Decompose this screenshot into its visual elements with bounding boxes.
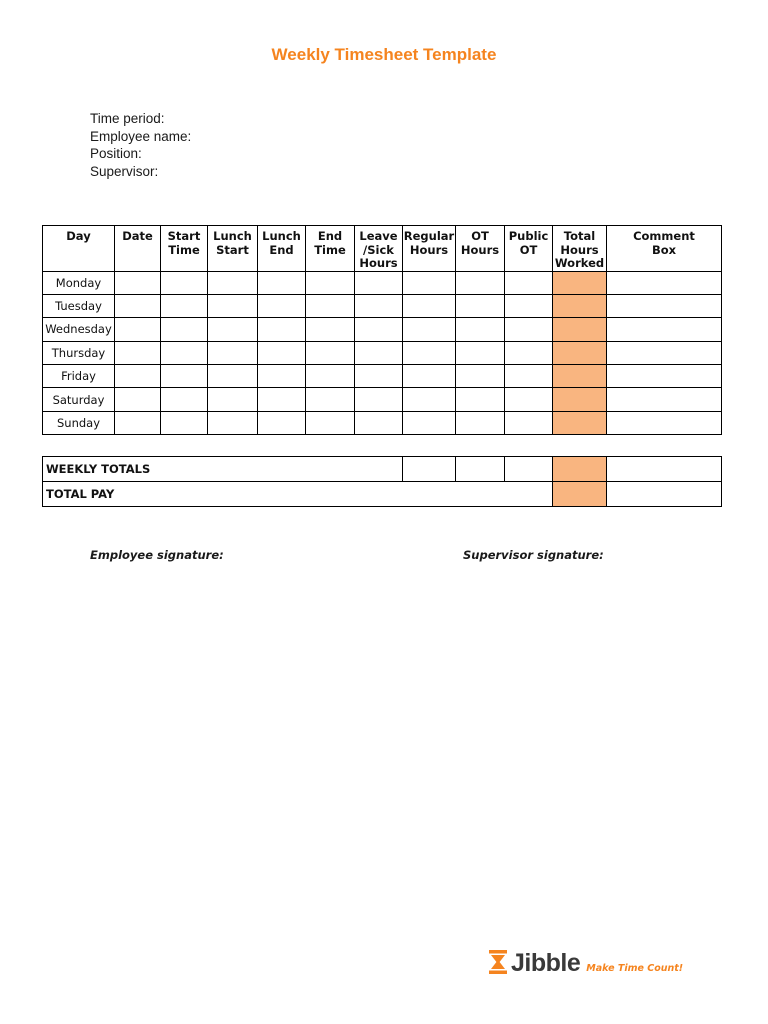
totals-table [42, 456, 722, 507]
regular-hours-cell[interactable] [403, 294, 456, 317]
lunch-end-cell[interactable] [258, 271, 306, 294]
lunch-end-cell[interactable] [258, 365, 306, 388]
end-time-cell[interactable] [306, 388, 355, 411]
end-time-cell[interactable] [306, 341, 355, 364]
lunch-start-cell[interactable] [208, 411, 258, 434]
header-text-line: Lunch [262, 229, 301, 243]
header-text-line: Comment [633, 229, 695, 243]
header-text-line: Start [167, 229, 201, 243]
leave-sick-hours-cell[interactable] [355, 341, 403, 364]
weekly-regular-hours-cell[interactable] [403, 457, 456, 482]
date-cell[interactable] [115, 388, 161, 411]
header-text-line: Regular [403, 229, 455, 243]
lunch-start-cell[interactable] [208, 318, 258, 341]
header-text-line: /Sick [363, 242, 394, 257]
regular-hours-cell[interactable] [403, 388, 456, 411]
start-time-cell[interactable] [161, 294, 208, 317]
table-row [43, 271, 722, 294]
weekly-totals-label: WEEKLY TOTALS [43, 457, 403, 482]
public-ot-cell[interactable] [505, 388, 553, 411]
header-comment-box [607, 226, 722, 272]
ot-hours-cell[interactable] [456, 341, 505, 364]
logo-wordmark: Jibble [511, 949, 581, 977]
public-ot-cell[interactable] [505, 318, 553, 341]
header-text-line: End [269, 242, 294, 257]
start-time-cell[interactable] [161, 318, 208, 341]
page-title: Weekly Timesheet Template [271, 45, 497, 64]
header-text-line: Hours [359, 256, 398, 270]
ot-hours-cell[interactable] [456, 388, 505, 411]
table-header-row [43, 226, 722, 272]
lunch-end-cell[interactable] [258, 341, 306, 364]
day-cell: Saturday [43, 388, 115, 411]
header-text-line: Time [314, 242, 346, 257]
ot-hours-cell[interactable] [456, 411, 505, 434]
header-day [43, 226, 115, 272]
total-hours-worked-cell[interactable] [553, 271, 607, 294]
logo-tagline: Make Time Count! [586, 963, 684, 974]
total-pay-comment-cell[interactable] [607, 482, 722, 507]
header-text-line: Hours [560, 242, 599, 257]
end-time-cell[interactable] [306, 365, 355, 388]
header-text-line: Day [66, 229, 91, 243]
day-cell: Tuesday [43, 294, 115, 317]
day-cell: Wednesday [43, 318, 115, 341]
header-regular-hours [403, 226, 456, 272]
header-lunch-end [258, 226, 306, 272]
header-text-line: Start [216, 242, 249, 257]
weekly-total-hours-cell[interactable] [553, 457, 607, 482]
table-row [43, 341, 722, 364]
date-cell[interactable] [115, 411, 161, 434]
total-hours-worked-cell[interactable] [553, 365, 607, 388]
employee-signature-label: Employee signature: [90, 548, 224, 562]
end-time-cell[interactable] [306, 271, 355, 294]
day-cell: Monday [43, 271, 115, 294]
total-hours-worked-cell[interactable] [553, 341, 607, 364]
leave-sick-hours-cell[interactable] [355, 388, 403, 411]
ot-hours-cell[interactable] [456, 294, 505, 317]
hourglass-icon [488, 950, 508, 974]
lunch-end-cell[interactable] [258, 318, 306, 341]
table-row [43, 388, 722, 411]
comment-cell[interactable] [607, 271, 722, 294]
ot-hours-cell[interactable] [456, 365, 505, 388]
header-text-line: Leave [359, 229, 398, 243]
regular-hours-cell[interactable] [403, 365, 456, 388]
comment-cell[interactable] [607, 294, 722, 317]
supervisor-label: Supervisor: [90, 163, 159, 179]
date-cell[interactable] [115, 294, 161, 317]
header-text-line: Total [563, 229, 596, 243]
leave-sick-hours-cell[interactable] [355, 318, 403, 341]
end-time-cell[interactable] [306, 318, 355, 341]
regular-hours-cell[interactable] [403, 271, 456, 294]
time-period-label: Time period: [90, 111, 165, 126]
public-ot-cell[interactable] [505, 294, 553, 317]
date-cell[interactable] [115, 341, 161, 364]
header-end-time [306, 226, 355, 272]
total-hours-worked-cell[interactable] [553, 294, 607, 317]
start-time-cell[interactable] [161, 411, 208, 434]
weekly-comment-cell[interactable] [607, 457, 722, 482]
day-cell: Friday [43, 365, 115, 388]
leave-sick-hours-cell[interactable] [355, 294, 403, 317]
header-text-line: Lunch [213, 229, 252, 243]
position-label: Position: [90, 146, 142, 161]
lunch-start-cell[interactable] [208, 388, 258, 411]
public-ot-cell[interactable] [505, 411, 553, 434]
header-text-line: OT [519, 242, 538, 257]
ot-hours-cell[interactable] [456, 271, 505, 294]
lunch-start-cell[interactable] [208, 341, 258, 364]
leave-sick-hours-cell[interactable] [355, 271, 403, 294]
weekly-ot-hours-cell[interactable] [456, 457, 505, 482]
header-text-line: Date [122, 229, 153, 243]
employee-name-label: Employee name: [90, 128, 192, 144]
header-text-line: Hours [409, 242, 449, 257]
comment-cell[interactable] [607, 411, 722, 434]
date-cell[interactable] [115, 318, 161, 341]
header-ot-hours [456, 226, 505, 272]
supervisor-signature-label: Supervisor signature: [463, 548, 604, 562]
header-text-line: Public [508, 229, 549, 243]
comment-cell[interactable] [607, 388, 722, 411]
header-text-line: Hours [460, 242, 500, 257]
header-text-line: OT [471, 229, 489, 243]
day-rows [43, 271, 722, 435]
day-cell: Sunday [43, 411, 115, 434]
weekly-public-ot-cell[interactable] [505, 457, 553, 482]
start-time-cell[interactable] [161, 341, 208, 364]
header-text-line: End [317, 229, 343, 243]
start-time-cell[interactable] [161, 271, 208, 294]
regular-hours-cell[interactable] [403, 411, 456, 434]
table-row [43, 294, 722, 317]
total-hours-worked-cell[interactable] [553, 318, 607, 341]
comment-cell[interactable] [607, 365, 722, 388]
header-text-line: Box [651, 242, 677, 257]
total-pay-row [43, 482, 722, 507]
lunch-start-cell[interactable] [208, 271, 258, 294]
regular-hours-cell[interactable] [403, 341, 456, 364]
header-public-ot [505, 226, 553, 272]
timesheet-table [42, 225, 722, 435]
leave-sick-hours-cell[interactable] [355, 411, 403, 434]
header-text-line: Time [168, 242, 200, 257]
leave-sick-hours-cell[interactable] [355, 365, 403, 388]
table-row [43, 411, 722, 434]
date-cell[interactable] [115, 271, 161, 294]
comment-cell[interactable] [607, 318, 722, 341]
header-total-hours-worked [553, 226, 607, 272]
lunch-end-cell[interactable] [258, 411, 306, 434]
weekly-totals-row [43, 457, 722, 482]
header-date [115, 226, 161, 272]
end-time-cell[interactable] [306, 294, 355, 317]
total-hours-worked-cell[interactable] [553, 411, 607, 434]
day-cell: Thursday [43, 341, 115, 364]
employee-info-block [90, 110, 191, 180]
public-ot-cell[interactable] [505, 341, 553, 364]
total-pay-label: TOTAL PAY [43, 482, 553, 507]
regular-hours-cell[interactable] [403, 318, 456, 341]
start-time-cell[interactable] [161, 365, 208, 388]
total-pay-amount-cell[interactable] [553, 482, 607, 507]
date-cell[interactable] [115, 365, 161, 388]
header-leave-sick-hours [355, 226, 403, 272]
public-ot-cell[interactable] [505, 365, 553, 388]
header-start-time [161, 226, 208, 272]
start-time-cell[interactable] [161, 388, 208, 411]
lunch-start-cell[interactable] [208, 294, 258, 317]
table-row [43, 365, 722, 388]
comment-cell[interactable] [607, 341, 722, 364]
lunch-end-cell[interactable] [258, 294, 306, 317]
public-ot-cell[interactable] [505, 271, 553, 294]
header-text-line: Worked [554, 256, 605, 270]
jibble-logo [488, 945, 683, 977]
ot-hours-cell[interactable] [456, 318, 505, 341]
table-row [43, 318, 722, 341]
end-time-cell[interactable] [306, 411, 355, 434]
lunch-end-cell[interactable] [258, 388, 306, 411]
header-lunch-start [208, 226, 258, 272]
lunch-start-cell[interactable] [208, 365, 258, 388]
total-hours-worked-cell[interactable] [553, 388, 607, 411]
